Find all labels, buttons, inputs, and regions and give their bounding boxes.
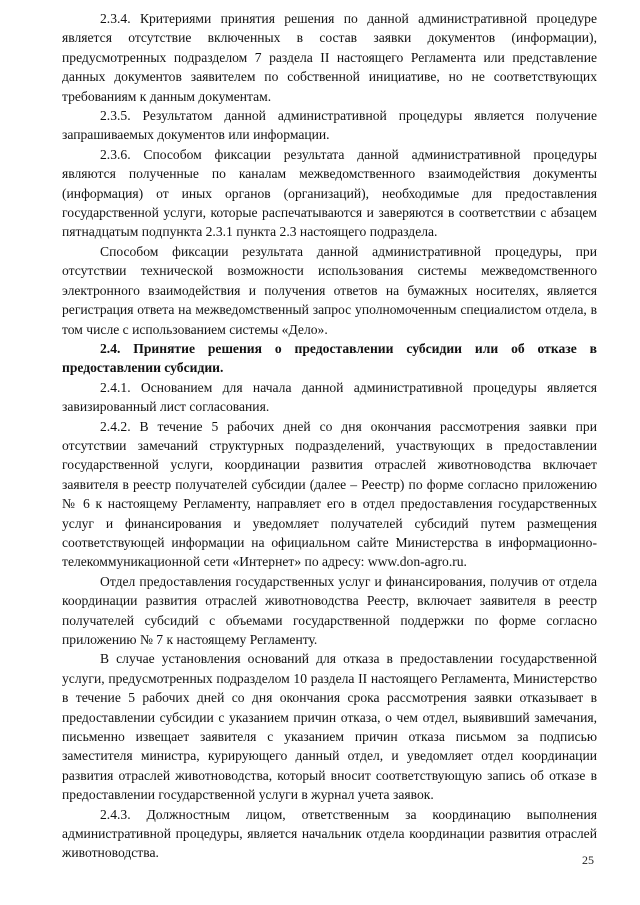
paragraph-2-3-6: 2.3.6. Способом фиксации результата данной административной процедуры являются полученные по каналам межведомственного взаимодействия документы (информация) от иных органов (организаций), необходимые для предоставления государственной услуги, которые распечатываются и заверяются в соответствии с абзацем пятнадцатым подпункта 2.3.1 пункта 2.3 настоящего подраздела. [62,146,597,240]
paragraph-2-3-5: 2.3.5. Результатом данной административной процедуры является получение запрашиваемых документов или информации. [62,108,597,143]
paragraph-refusal-case: В случае установления оснований для отказа в предоставлении государственной услуги, предусмотренных подразделом 10 раздела II настоящего Регламента, Министерство в течение 5 рабочих дней со дня окончания срока рассмотрения заявки отказывает в предоставлении субсидии с указанием причин отказа, о чем отдел, выявивший замечания, письменно извещает заявителя с указанием причин отказа письмом за подписью заместителя министра, курирующего данный отдел, и уведомляет отдел координации развития отраслей животноводства, который вносит соответствующую запись об отказе в предоставлении государственной услуги в журнал учета заявок. [62,651,597,803]
page-number: 25 [582,853,594,867]
paragraph-fixation-method: Способом фиксации результата данной административной процедуры, при отсутствии технической возможности использования системы межведомственного электронного взаимодействия и получения ответов на бумажных носителях, является регистрация ответа на межведомственный запрос уполномоченным специалистом отдела, в том числе с использованием системы «Дело». [62,243,597,337]
paragraph-finance-department: Отдел предоставления государственных услуг и финансирования, получив от отдела координации развития отраслей животноводства Реестр, включает заявителя в реестр получателей субсидий с объемами государственной поддержки по форме согласно приложению № 7 к настоящему Регламенту. [62,573,597,647]
paragraph-2-3-4: 2.3.4. Критериями принятия решения по данной административной процедуре является отсутствие включенных в состав заявки документов (информации), предусмотренных подразделом 7 раздела II настоящего Регламента или представление данных документов заявителем по собственной инициативе, но не соответствующих требованиям к данным документам. [62,11,597,104]
paragraph-2-4-1: 2.4.1. Основанием для начала данной административной процедуры является завизированный лист согласования. [62,379,597,415]
paragraph-2-4-3: 2.4.3. Должностным лицом, ответственным за координацию выполнения административной процедуры, является начальник отдела координации развития отраслей животноводства. [62,806,597,861]
section-heading-2-4: 2.4. Принятие решения о предоставлении субсидии или об отказе в предоставлении субсидии. [62,340,597,376]
document-body [62,9,597,863]
paragraph-2-4-2: 2.4.2. В течение 5 рабочих дней со дня окончания рассмотрения заявки при отсутствии замечаний структурных подразделений, участвующих в предоставлении государственной услуги, координации развития отраслей животноводства включает заявителя в реестр получателей субсидии (далее – Реестр) по форме согласно приложению № 6 к настоящему Регламенту, направляет его в отдел предоставления государственных услуг и финансирования и уведомляет получателей субсидий путем размещения соответствующей информации на официальном сайте Министерства в информационно-телекоммуникационной сети «Интернет» по адресу: www.don-agro.ru. [62,418,597,570]
